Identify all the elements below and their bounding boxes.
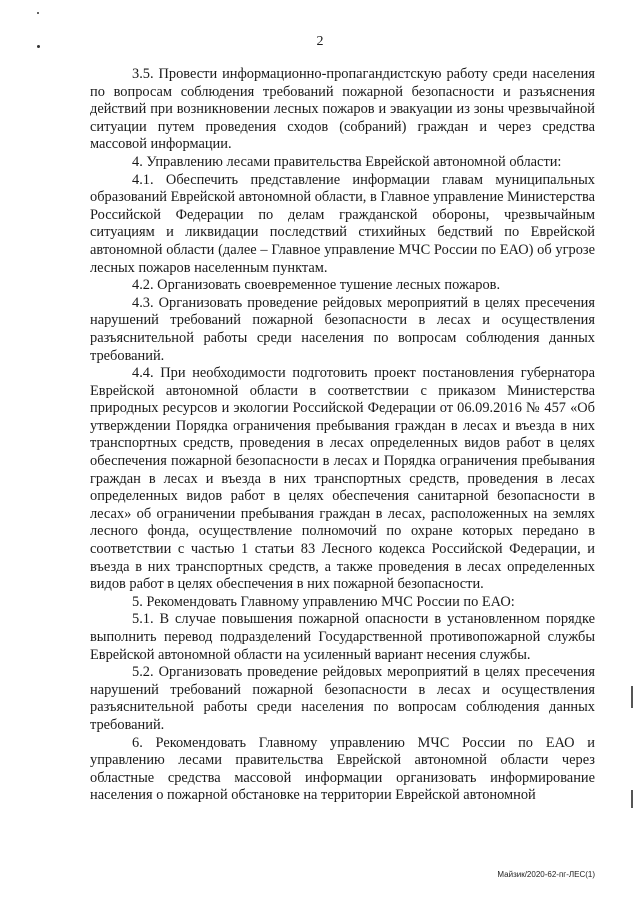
scan-edge-mark: [631, 686, 633, 708]
footer-document-code: Майзик/2020-62-пг-ЛЕС(1): [497, 870, 595, 879]
paragraph-4: 4. Управлению лесами правительства Еврейской автономной области:: [132, 153, 562, 170]
paragraph-3-5: 3.5. Провести информационно-пропагандистскую работу среди населения по вопросам соблюдения требований пожарной безопасности и разъяснения действий при возникновении лесных пожаров и эвакуации из зоны чрезвычайной ситуации путем проведения сходов (собраний) граждан и через средства массовой информации.: [90, 66, 595, 153]
paragraph-5-2: 5.2. Организовать проведение рейдовых мероприятий в целях пресечения нарушений требований пожарной безопасности в лесах и осуществления разъяснительной работы среди населения по вопросам соблюдения данных требований.: [90, 664, 595, 733]
paragraph-6: 6. Рекомендовать Главному управлению МЧС России по ЕАО и управлению лесами правительства Еврейской автономной области через областные средства массовой информации организовать информирование населения о пожарной обстановке на территории Еврейской автономной: [90, 734, 595, 804]
paragraph-4-1: 4.1. Обеспечить представление информации главам муниципальных образований Еврейской автономной области, в Главное управление Министерства Российской Федерации по делам гражданской обороны, чрезвычайным ситуациям и ликвидации последствий стихийных бедствий по Еврейской автономной области (далее – Главное управление МЧС России по ЕАО) об угрозе лесных пожаров населенным пунктам.: [90, 171, 595, 276]
paragraph-4-3: 4.3. Организовать проведение рейдовых мероприятий в целях пресечения нарушений требований пожарной безопасности в лесах и осуществления разъяснительной работы среди населения по вопросам соблюдения данных требований.: [90, 294, 595, 364]
scan-speck: [37, 12, 39, 14]
scan-edge-mark: [631, 790, 633, 808]
page-number: 2: [316, 34, 324, 49]
paragraph-5: 5. Рекомендовать Главному управлению МЧС России по ЕАО:: [132, 593, 515, 610]
document-body: [90, 66, 595, 805]
paragraph-4-2: 4.2. Организовать своевременное тушение лесных пожаров.: [132, 277, 501, 294]
paragraph-5-1: 5.1. В случае повышения пожарной опасности в установленном порядке выполнить перевод подразделений Государственной противопожарной службы Еврейской автономной области на усиленный вариант несения службы.: [90, 611, 595, 663]
paragraph-4-4: 4.4. При необходимости подготовить проект постановления губернатора Еврейской автономной области в соответствии с приказом Министерства природных ресурсов и экологии Российской Федерации от 06.09.2016 № 457 «Об утверждении Порядка ограничения пребывания граждан в лесах и въезда в них транспортных средств, проведения в лесах определенных видов работ в целях обеспечения пожарной безопасности в лесах и Порядка ограничения пребывания граждан в лесах и въезда в них транспортных средств, проведения в лесах определенных видов работ в целях обеспечения санитарной безопасности в лесах» об ограничении пребывания граждан в лесах, расположенных на землях лесного фонда, осуществление полномочий по охране которых передано в соответствии с частью 1 статьи 83 Лесного кодекса Российской Федерации, и въезда в них транспортных средств, а также проведения в лесах определенных видов работ в целях обеспечения в них пожарной безопасности.: [90, 365, 595, 593]
